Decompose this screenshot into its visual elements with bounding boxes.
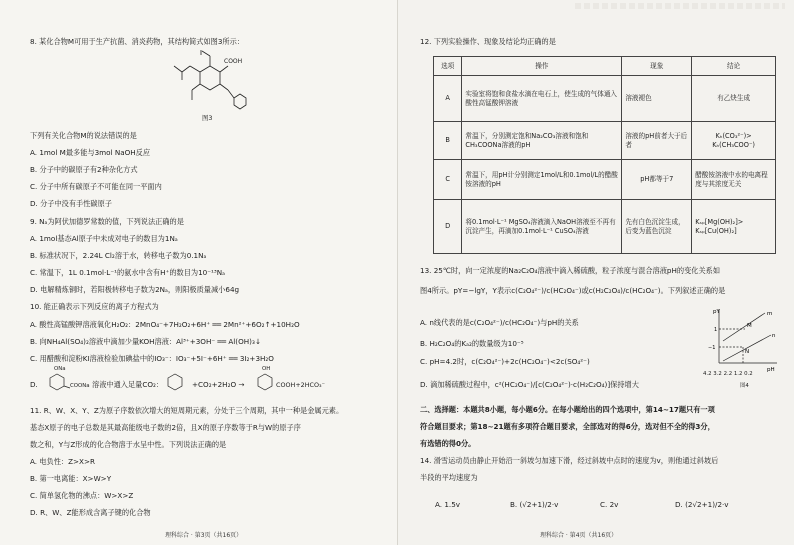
row-b-operation: 常温下，分别测定饱和Na₂CO₃溶液和饱和CH₃COONa溶液的pH <box>462 122 622 160</box>
row-d-conclusion <box>692 200 776 254</box>
row-b-option: B <box>434 122 462 160</box>
q13-option-c: C. pH=4.2时，c(C₂O₄²⁻)+2c(HC₂O₄⁻)<2c(SO₄²⁻) <box>420 357 590 366</box>
q10-stem: 10. 能正确表示下列反应的离子方程式为 <box>30 302 159 311</box>
cooh-product-label: COOH+2HCO₃⁻ <box>276 381 325 389</box>
fig4-line-n: n <box>772 333 776 339</box>
row-b-phenomenon: 溶液的pH前者大于后者 <box>622 122 692 160</box>
section-2-title: 二、选择题：本题共8小题，每小题6分。在每小题给出的四个选项中，第14~17题只有一项 <box>420 405 715 414</box>
row-a-conclusion: 有乙炔生成 <box>692 76 776 122</box>
q8-question: 下列有关化合物M的说法错误的是 <box>30 131 137 140</box>
q8-stem: 8. 某化合物M可用于生产抗菌、消炎药物，其结构简式如图3所示： <box>30 37 244 46</box>
header-conclusion: 结论 <box>692 57 776 76</box>
q9-option-b: B. 标准状况下，2.24L Cl₂溶于水，转移电子数为0.1Nₐ <box>30 251 207 260</box>
q8-option-a: A. 1mol M最多能与3mol NaOH反应 <box>30 148 151 157</box>
q13-option-d: D. 滴加稀硫酸过程中，c²(HC₂O₄⁻)/[c(C₂O₄²⁻)·c(H₂C₂O₄)]保持增大 <box>420 380 639 389</box>
cooh-label: COOH <box>224 58 243 65</box>
q14-option-d: D. (2√2+1)/2·v <box>675 500 729 509</box>
row-c-phenomenon: pH都等于7 <box>622 160 692 200</box>
row-c-conclusion: 醋酸铵溶液中水的电离程度与其浓度无关 <box>692 160 776 200</box>
product-ring-icon <box>162 372 192 394</box>
fig4-caption: 图4 <box>740 383 749 389</box>
fig4-y-tick-1: 1 <box>714 327 718 333</box>
table-row <box>434 122 776 160</box>
q11-option-d: D. R、W、Z能形成含离子键的化合物 <box>30 508 151 517</box>
q10-option-c: C. 用醋酸和淀粉KI溶液检验加碘盐中的IO₃⁻：IO₃⁻+5I⁻+6H⁺ ══ 3I₂+3H₂O <box>30 354 274 363</box>
table-row <box>434 76 776 122</box>
q13-option-b: B. H₂C₂O₄的Kₐ₂的数量级为10⁻⁵ <box>420 339 524 348</box>
q10-option-d-text: 溶液中通入足量CO₂： <box>92 380 164 389</box>
q11-line-2: 基态X原子的电子总数是其最高能级电子数的2倍，且X的原子序数等于R与W的原子序 <box>30 423 301 432</box>
header-operation: 操作 <box>462 57 622 76</box>
row-c-option: C <box>434 160 462 200</box>
row-b-conclusion-line-1: Kₕ(CO₃²⁻)> <box>715 131 752 140</box>
fig4-point-m: M <box>747 323 752 329</box>
q14-option-b: B. (√2+1)/2·v <box>510 500 559 509</box>
section-2-line-2: 符合题目要求；第18~21题有多项符合题目要求，全部选对的得6分，选对但不全的得3分， <box>420 422 715 431</box>
q14-option-c: C. 2v <box>600 500 619 509</box>
q8-option-d: D. 分子中没有手性碳原子 <box>30 199 112 208</box>
fig4-line-m: m <box>767 311 773 317</box>
fig4-point-n: N <box>745 349 750 355</box>
q9-option-c: C. 常温下，1L 0.1mol·L⁻¹的氨水中含有H⁺的数目为10⁻¹³Nₐ <box>30 268 225 277</box>
table-row <box>434 160 776 200</box>
page-3-footer: 理科综合 · 第3页（共16页） <box>165 532 243 539</box>
row-b-conclusion <box>692 122 776 160</box>
q8-option-c: C. 分子中所有碳原子不可能在同一平面内 <box>30 182 162 191</box>
q12-stem: 12. 下列实验操作、现象及结论均正确的是 <box>420 37 556 46</box>
row-d-conclusion-line-1: Kₛₚ[Mg(OH)₂]> <box>695 217 744 226</box>
header-option: 选项 <box>434 57 462 76</box>
q11-line-3: 数之和，Y与Z形成的化合物溶于水呈中性。下列说法正确的是 <box>30 440 227 449</box>
q14-line-2: 半段的平均速度为 <box>420 473 478 482</box>
row-d-conclusion-line-2: Kₛₚ[Cu(OH)₂] <box>695 226 737 235</box>
q11-option-a: A. 电负性：Z>X>R <box>30 457 95 466</box>
row-a-option: A <box>434 76 462 122</box>
fig4-x-ticks: 4.2 3.2 2.2 1.2 0.2 <box>703 371 753 377</box>
q13-line-1: 13. 25℃时，向一定浓度的Na₂C₂O₄溶液中滴入稀硫酸，粒子浓度与混合溶液pH的变化关系如 <box>420 266 721 275</box>
row-a-operation: 实验室将饱和食盐水滴在电石上，使生成的气体通入酸性高锰酸钾溶液 <box>462 76 622 122</box>
q10-option-b: B. 向NH₄Al(SO₄)₂溶液中滴加少量KOH溶液：Al³⁺+3OH⁻ ══ Al(OH)₃↓ <box>30 337 261 346</box>
row-a-phenomenon: 溶液褪色 <box>622 76 692 122</box>
q14-line-1: 14. 滑雪运动员由静止开始沿一斜坡匀加速下滑，经过斜坡中点时的速度为v，则他通过斜坡后 <box>420 456 719 465</box>
fig4-y-axis-label: pY <box>713 309 720 315</box>
figure-3-caption: 图3 <box>202 114 213 122</box>
table-header-row <box>434 57 776 76</box>
fig4-x-axis-label: pH <box>767 367 775 373</box>
q14-option-a: A. 1.5v <box>435 500 461 509</box>
q9-stem: 9. Nₐ为阿伏加德罗常数的值，下列说法正确的是 <box>30 217 184 226</box>
q8-option-b: B. 分子中的碳原子有2种杂化方式 <box>30 165 138 174</box>
q9-option-a: A. 1mol基态Al原子中未成对电子的数目为1Nₐ <box>30 234 178 243</box>
table-row <box>434 200 776 254</box>
q9-option-d: D. 电解精炼铜时，若阳极转移电子数为2Nₐ，则阳极质量减小64g <box>30 285 240 294</box>
q11-line-1: 11. R、W、X、Y、Z为原子序数依次增大的短周期元素，分处于三个周期，其中一种是金属元素。 <box>30 406 344 415</box>
q10-option-d-mid: +CO₂+2H₂O → <box>192 380 245 389</box>
row-d-option: D <box>434 200 462 254</box>
fig4-y-tick-2: −1 <box>708 345 716 351</box>
oh-label: OH <box>262 366 271 372</box>
scan-edge-strip <box>575 3 785 9</box>
figure-4-graph <box>705 305 781 375</box>
header-phenomenon: 现象 <box>622 57 692 76</box>
q10-option-a: A. 酸性高锰酸钾溶液氧化H₂O₂：2MnO₄⁻+7H₂O₂+6H⁺ ══ 2Mn²⁺+6O₂↑+10H₂O <box>30 320 300 329</box>
row-c-operation: 常温下，用pH计分别测定1mol/L和0.1mol/L的醋酸铵溶液的pH <box>462 160 622 200</box>
coona-label: COONa <box>70 383 90 389</box>
q13-line-2: 图4所示。pY=−lgY，Y表示c(C₂O₄²⁻)/c(HC₂O₄⁻)或c(H₂C₂O₄)/c(HC₂O₄⁻)。下列叙述正确的是 <box>420 286 726 295</box>
ona-label: ONa <box>54 366 66 372</box>
q11-option-b: B. 第一电离能：X>W>Y <box>30 474 112 483</box>
row-b-conclusion-line-2: Kₕ(CH₃COO⁻) <box>712 140 755 149</box>
q13-option-a: A. n线代表的是c(C₂O₄²⁻)/c(HC₂O₄⁻)与pH的关系 <box>420 318 579 327</box>
row-d-operation: 将0.1mol·L⁻¹ MgSO₄溶液滴入NaOH溶液至不再有沉淀产生，再滴加0.1mol·L⁻¹ CuSO₄溶液 <box>462 200 622 254</box>
compound-m-structure <box>160 48 250 112</box>
q11-option-c: C. 简单氢化物的沸点：W>X>Z <box>30 491 134 500</box>
section-2-line-3: 有选错的得0分。 <box>420 439 476 448</box>
row-d-phenomenon: 先有白色沉淀生成，后变为蓝色沉淀 <box>622 200 692 254</box>
q10-option-d-prefix: D. <box>30 380 38 389</box>
page-4-footer: 理科综合 · 第4页（共16页） <box>540 532 618 539</box>
q12-table <box>433 56 776 254</box>
